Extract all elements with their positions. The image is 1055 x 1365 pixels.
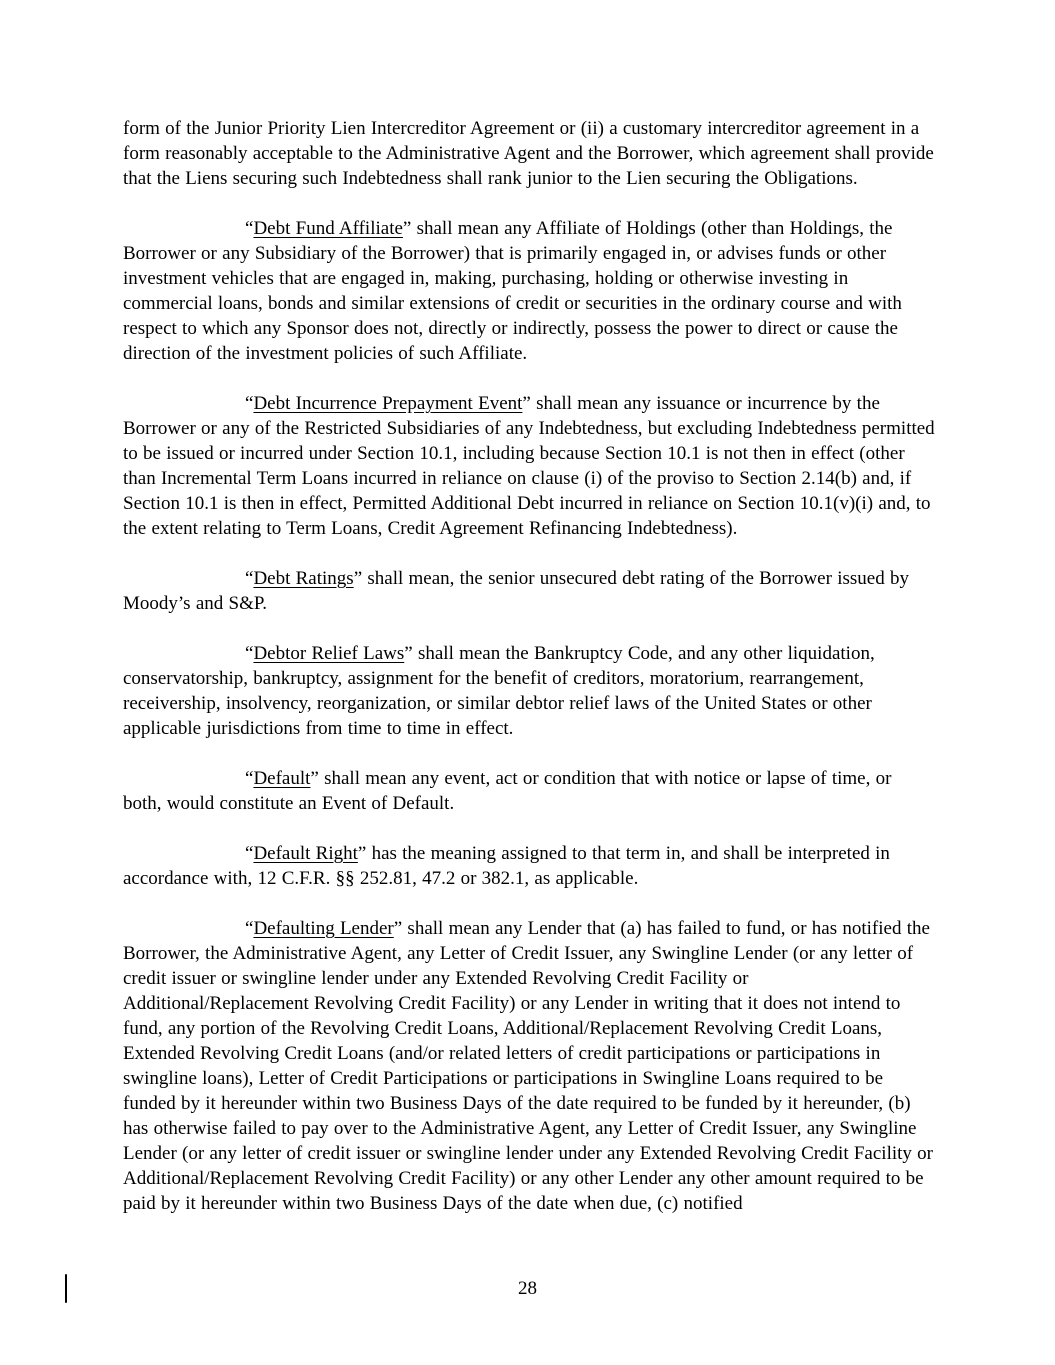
paragraph	[123, 566, 935, 616]
text-run: “	[245, 843, 254, 864]
text-run: ” shall mean the Bankruptcy Code, and any other liquidation, conservatorship, bankruptcy, assignment for the benefit of creditors, moratorium, rearrangement, receivership, insolvency, reorganization, or similar debtor relief laws of the United States or other applicable jurisdictions from time to time in effect.	[123, 643, 875, 739]
text-run: “	[245, 643, 254, 664]
text-run: “	[245, 768, 254, 789]
text-run: ” shall mean any event, act or condition that with notice or lapse of time, or both, would constitute an Event of Default.	[123, 768, 892, 814]
defined-term: Default	[253, 768, 311, 789]
text-run: ” has the meaning assigned to that term in, and shall be interpreted in accordance with, 12 C.F.R. §§ 252.81, 47.2 or 382.1, as applicable.	[123, 843, 890, 889]
text-run: “	[245, 918, 254, 939]
text-run: ” shall mean any issuance or incurrence by the Borrower or any of the Restricted Subsidiaries of any Indebtedness, but excluding Indebtedness permitted to be issued or incurred under Section 10.1, including because Section 10.1 is not then in effect (other than Incremental Term Loans incurred in reliance on clause (i) of the proviso to Section 2.14(b) and, if Section 10.1 is then in effect, Permitted Additional Debt incurred in reliance on Section 10.1(v)(i) and, to the extent relating to Term Loans, Credit Agreement Refinancing Indebtedness).	[123, 393, 935, 539]
defined-term: Debt Ratings	[253, 568, 354, 589]
text-run: “	[245, 393, 254, 414]
text-run: ” shall mean, the senior unsecured debt rating of the Borrower issued by Moody’s and S&P.	[123, 568, 909, 614]
paragraph	[123, 841, 935, 891]
paragraph	[123, 916, 935, 1216]
text-run: “	[245, 568, 254, 589]
paragraph	[123, 391, 935, 541]
text-run: form of the Junior Priority Lien Intercreditor Agreement or (ii) a customary intercreditor agreement in a form reasonably acceptable to the Administrative Agent and the Borrower, which agreement shall provide that the Liens securing such Indebtedness shall rank junior to the Lien securing the Obligations.	[123, 118, 934, 189]
paragraph	[123, 641, 935, 741]
text-run: ” shall mean any Lender that (a) has failed to fund, or has notified the Borrower, the Administrative Agent, any Letter of Credit Issuer, any Swingline Lender (or any letter of credit issuer or swingline lender under any Extended Revolving Credit Facility or Additional/Replacement Revolving Credit Facility) or any Lender in writing that it does not intend to fund, any portion of the Revolving Credit Loans, Additional/Replacement Revolving Credit Loans, Extended Revolving Credit Loans (and/or related letters of credit participations or participations in swingline loans), Letter of Credit Participations or participations in Swingline Loans required to be funded by it hereunder within two Business Days of the date required to be funded by it hereunder, (b) has otherwise failed to pay over to the Administrative Agent, any Letter of Credit Issuer, any Swingline Lender (or any letter of credit issuer or swingline lender under any Extended Revolving Credit Facility or Additional/Replacement Revolving Credit Facility) or any other Lender any other amount required to be paid by it hereunder within two Business Days of the date when due, (c) notified	[123, 918, 933, 1214]
defined-term: Default Right	[253, 843, 358, 864]
page-number: 28	[518, 1278, 537, 1299]
paragraph	[123, 216, 935, 366]
text-run: ” shall mean any Affiliate of Holdings (other than Holdings, the Borrower or any Subsidiary of the Borrower) that is primarily engaged in, or advises funds or other investment vehicles that are engaged in, making, purchasing, holding or otherwise investing in commercial loans, bonds and similar extensions of credit or securities in the ordinary course and with respect to which any Sponsor does not, directly or indirectly, possess the power to direct or cause the direction of the investment policies of such Affiliate.	[123, 218, 902, 364]
defined-term: Debt Fund Affiliate	[253, 218, 403, 239]
paragraph	[123, 116, 935, 191]
defined-term: Debt Incurrence Prepayment Event	[253, 393, 523, 414]
text-run: “	[245, 218, 254, 239]
paragraph	[123, 766, 935, 816]
document-body	[123, 116, 935, 1241]
defined-term: Debtor Relief Laws	[253, 643, 405, 664]
defined-term: Defaulting Lender	[253, 918, 394, 939]
